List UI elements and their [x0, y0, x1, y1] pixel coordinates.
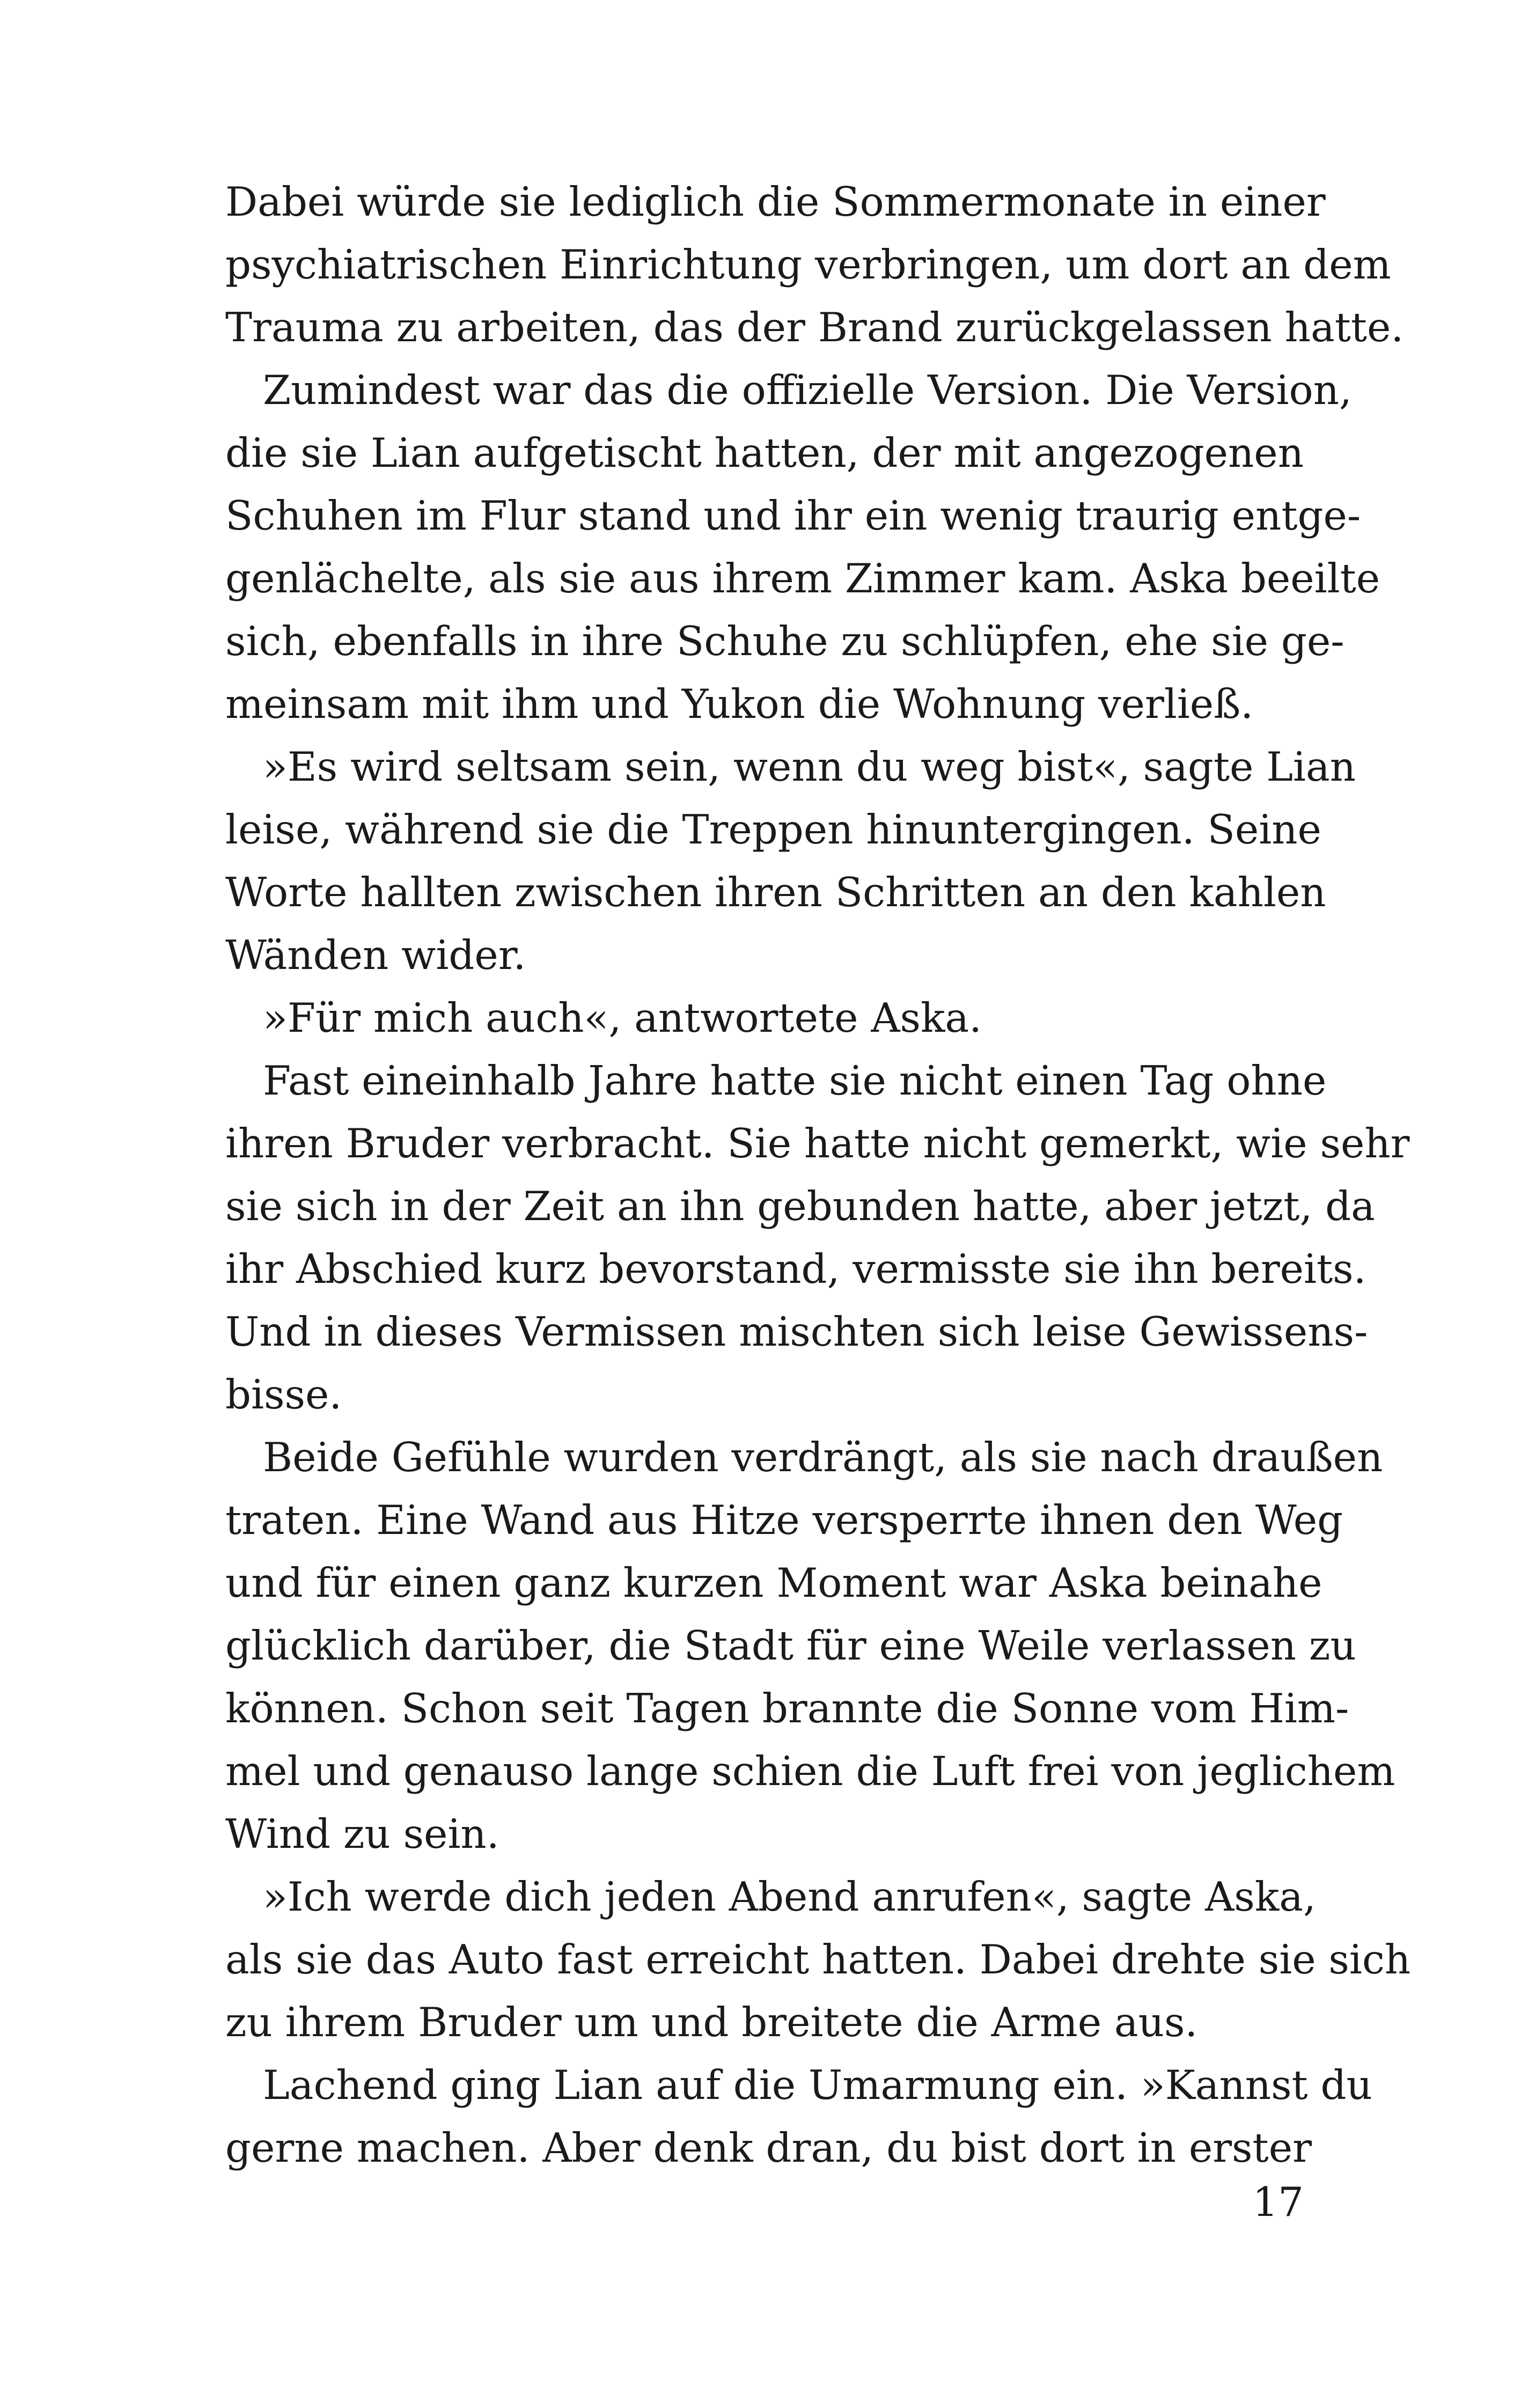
text-line: zu ihrem Bruder um und breitete die Arme aus. — [225, 1999, 1198, 2046]
text-line: meinsam mit ihm und Yukon die Wohnung verließ. — [225, 680, 1254, 728]
text-line: Beide Gefühle wurden verdrängt, als sie nach draußen — [263, 1434, 1383, 1481]
text-line: Und in dieses Vermissen mischten sich leise Gewissens- — [225, 1308, 1368, 1355]
text-line: ihr Abschied kurz bevorstand, vermisste sie ihn bereits. — [225, 1245, 1366, 1293]
text-line: können. Schon seit Tagen brannte die Sonne vom Him- — [225, 1685, 1349, 1732]
text-line: Trauma zu arbeiten, das der Brand zurückgelassen hatte. — [225, 304, 1404, 351]
text-line: leise, während sie die Treppen hinuntergingen. Seine — [225, 806, 1321, 853]
text-line: sich, ebenfalls in ihre Schuhe zu schlüpfen, ehe sie ge- — [225, 618, 1344, 665]
page-number: 17 — [1252, 2178, 1304, 2226]
text-line: Schuhen im Flur stand und ihr ein wenig traurig entge- — [225, 492, 1361, 539]
text-line: genlächelte, als sie aus ihrem Zimmer kam. Aska beeilte — [225, 555, 1380, 602]
text-line: Lachend ging Lian auf die Umarmung ein. »Kannst du — [263, 2061, 1372, 2109]
text-line: Wind zu sein. — [225, 1810, 499, 1858]
text-line: »Für mich auch«, antwortete Aska. — [263, 994, 982, 1041]
text-line: als sie das Auto fast erreicht hatten. Dabei drehte sie sich — [225, 1936, 1411, 1983]
text-line: »Ich werde dich jeden Abend anrufen«, sagte Aska, — [263, 1873, 1316, 1920]
text-line: die sie Lian aufgetischt hatten, der mit angezogenen — [225, 429, 1304, 476]
text-line: sie sich in der Zeit an ihn gebunden hatte, aber jetzt, da — [225, 1183, 1375, 1230]
text-line: traten. Eine Wand aus Hitze versperrte ihnen den Weg — [225, 1496, 1343, 1544]
text-line: bisse. — [225, 1371, 342, 1418]
text-line: und für einen ganz kurzen Moment war Aska beinahe — [225, 1559, 1322, 1606]
text-line: »Es wird seltsam sein, wenn du weg bist«, sagte Lian — [263, 743, 1356, 790]
text-line: Worte hallten zwischen ihren Schritten an den kahlen — [225, 869, 1326, 916]
text-line: Fast eineinhalb Jahre hatte sie nicht einen Tag ohne — [263, 1057, 1327, 1104]
body-text — [225, 171, 1411, 2179]
text-line: Wänden wider. — [225, 931, 526, 979]
text-line: glücklich darüber, die Stadt für eine Weile verlassen zu — [225, 1622, 1356, 1669]
text-line: mel und genauso lange schien die Luft frei von jeglichem — [225, 1748, 1395, 1795]
text-line: ihren Bruder verbracht. Sie hatte nicht gemerkt, wie sehr — [225, 1120, 1410, 1167]
text-line: psychiatrischen Einrichtung verbringen, um dort an dem — [225, 241, 1391, 288]
text-line: Zumindest war das die offizielle Version. Die Version, — [263, 366, 1352, 414]
text-line: gerne machen. Aber denk dran, du bist dort in erster — [225, 2124, 1312, 2171]
text-line: Dabei würde sie lediglich die Sommermonate in einer — [225, 178, 1326, 225]
